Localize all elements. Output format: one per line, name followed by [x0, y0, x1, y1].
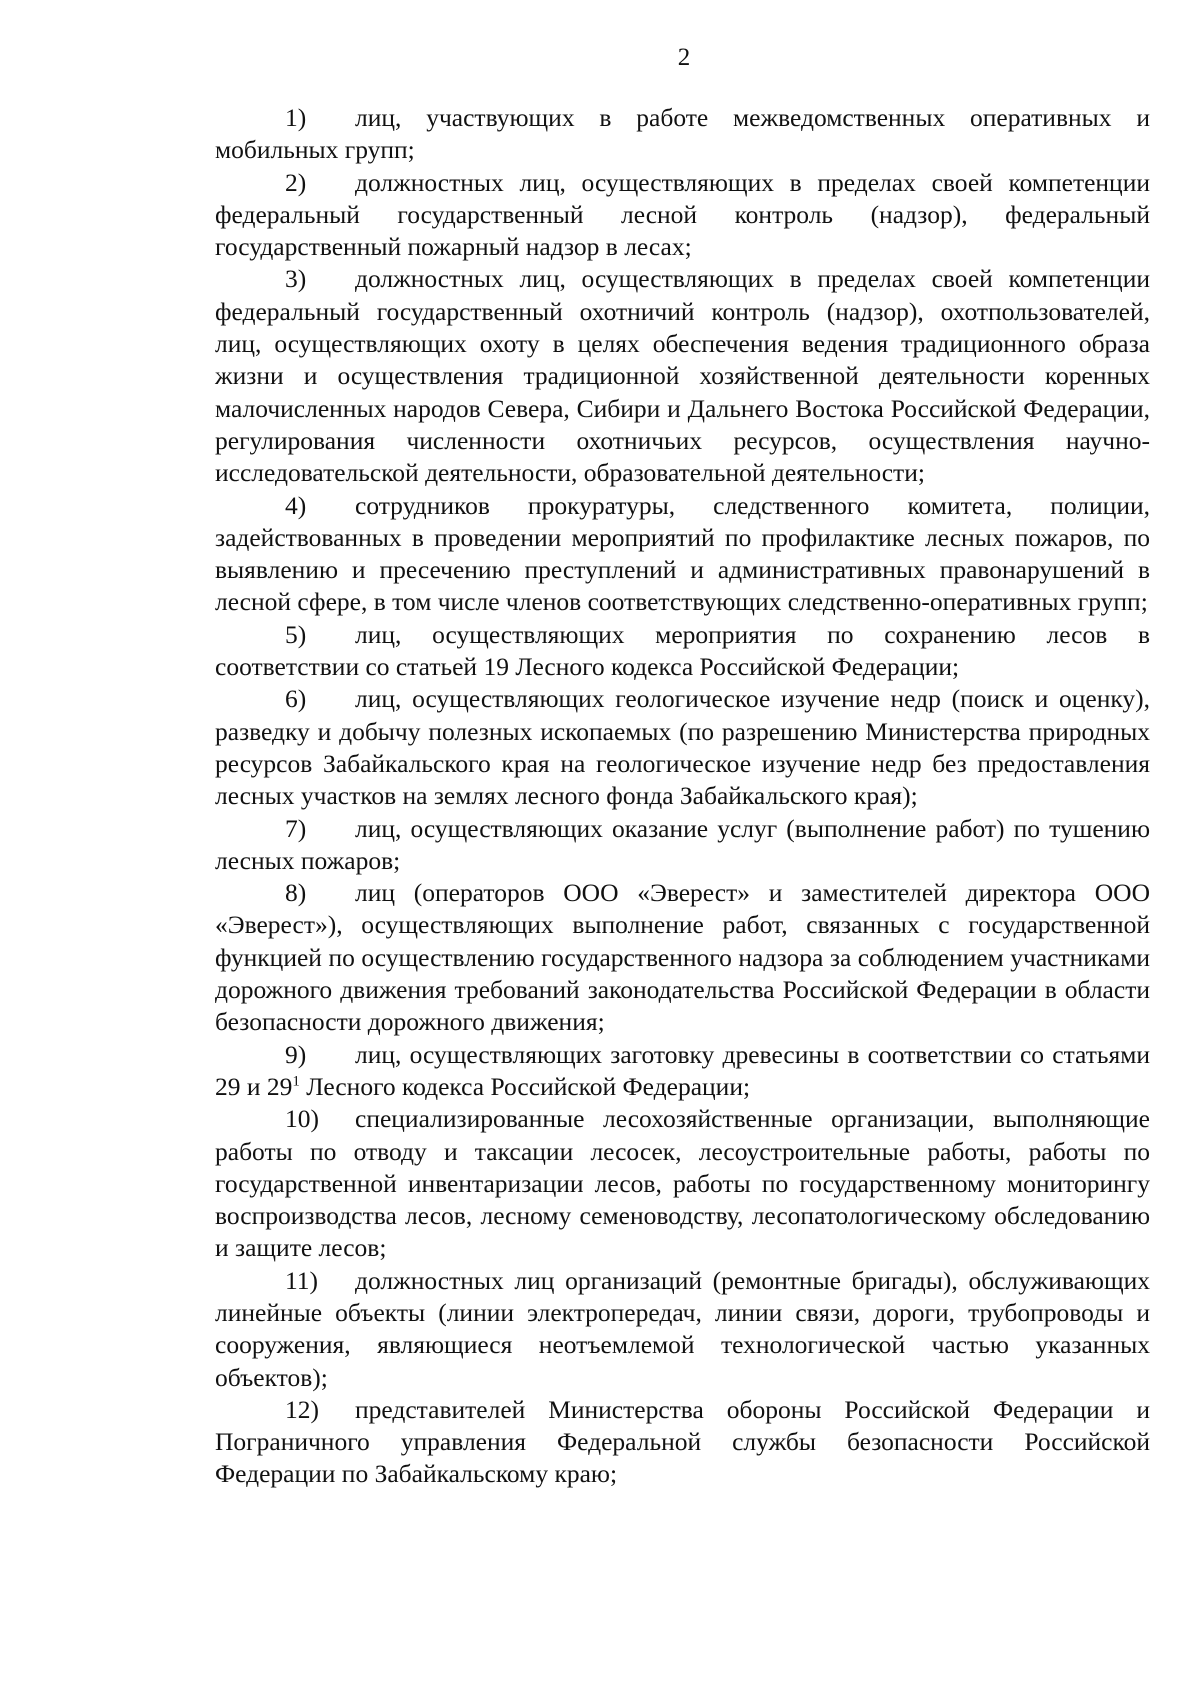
item-text: сотрудников прокуратуры, следственного комитета, полиции, задействованных в проведении мероприятий по профилактике лесных пожаров, по выявлению и пресечению преступлений и административных правонарушений в лесной сфере, в том числе членов соответствующих следственно-оперативных групп;	[215, 490, 1150, 617]
item-number: 2)	[285, 167, 307, 197]
list-item-11	[215, 1265, 1150, 1394]
item-number: 5)	[285, 619, 307, 649]
item-text-after: Лесного кодекса Российской Федерации;	[299, 1071, 751, 1101]
document-body	[215, 102, 1150, 1491]
list-item-12	[215, 1394, 1150, 1491]
list-item-10	[215, 1103, 1150, 1264]
list-item-1	[215, 102, 1150, 167]
superscript: 1	[292, 1073, 300, 1090]
item-number: 12)	[285, 1394, 319, 1424]
item-text: лиц, осуществляющих геологическое изучение недр (поиск и оценку), разведку и добычу полезных ископаемых (по разрешению Министерства природных ресурсов Забайкальского края на геологическое изучение недр без предоставления лесных участков на землях лесного фонда Забайкальского края);	[215, 684, 1150, 811]
item-number: 4)	[285, 490, 307, 520]
item-text-before: лиц, осуществляющих заготовку древесины в соответствии со статьями 29 и 29	[215, 1039, 1150, 1101]
item-number: 10)	[285, 1104, 319, 1134]
item-text: должностных лиц, осуществляющих в пределах своей компетенции федеральный государственный лесной контроль (надзор), федеральный государственный пожарный надзор в лесах;	[215, 167, 1150, 262]
item-number: 7)	[285, 813, 307, 843]
item-number: 9)	[285, 1039, 307, 1069]
list-item-4	[215, 490, 1150, 619]
page-number: 2	[677, 44, 691, 71]
item-number: 3)	[285, 264, 307, 294]
list-item-9	[215, 1039, 1150, 1104]
item-number: 6)	[285, 684, 307, 714]
item-text: лиц, участвующих в работе межведомственных оперативных и мобильных групп;	[215, 103, 1150, 165]
item-text: должностных лиц, осуществляющих в пределах своей компетенции федеральный государственный охотничий контроль (надзор), охотпользователей, лиц, осуществляющих охоту в целях обеспечения ведения традиционного образа жизни и осуществления традиционной хозяйственной деятельности коренных малочисленных народов Севера, Сибири и Дальнего Востока Российской Федерации, регулирования численности охотничьих ресурсов, осуществления научно-исследовательской деятельности, образовательной деятельности;	[215, 264, 1150, 488]
item-text: лиц, осуществляющих оказание услуг (выполнение работ) по тушению лесных пожаров;	[215, 813, 1150, 875]
item-number: 8)	[285, 878, 307, 908]
item-number: 1)	[285, 103, 307, 132]
list-item-6	[215, 683, 1150, 812]
list-item-2	[215, 167, 1150, 264]
list-item-5	[215, 619, 1150, 684]
list-item-7	[215, 813, 1150, 878]
list-item-3	[215, 263, 1150, 489]
item-text: лиц (операторов ООО «Эверест» и заместителей директора ООО «Эверест»), осуществляющих выполнение работ, связанных с государственной функцией по осуществлению государственного надзора за соблюдением участниками дорожного движения требований законодательства Российской Федерации в области безопасности дорожного движения;	[215, 878, 1150, 1037]
item-text: лиц, осуществляющих мероприятия по сохранению лесов в соответствии со статьей 19 Лесного кодекса Российской Федерации;	[215, 619, 1150, 682]
item-text: представителей Министерства обороны Российской Федерации и Пограничного управления Федеральной службы безопасности Российской Федерации по Забайкальскому краю;	[215, 1394, 1150, 1489]
list-item-8	[215, 877, 1150, 1038]
item-text: специализированные лесохозяйственные организации, выполняющие работы по отводу и таксации лесосек, лесоустроительные работы, работы по государственной инвентаризации лесов, работы по государственному мониторингу воспроизводства лесов, лесному семеноводству, лесопатологическому обследованию и защите лесов;	[215, 1104, 1150, 1263]
item-number: 11)	[285, 1265, 319, 1295]
item-text: должностных лиц организаций (ремонтные бригады), обслуживающих линейные объекты (линии электропередач, линии связи, дороги, трубопроводы и сооружения, являющиеся неотъемлемой технологической частью указанных объектов);	[215, 1265, 1150, 1392]
